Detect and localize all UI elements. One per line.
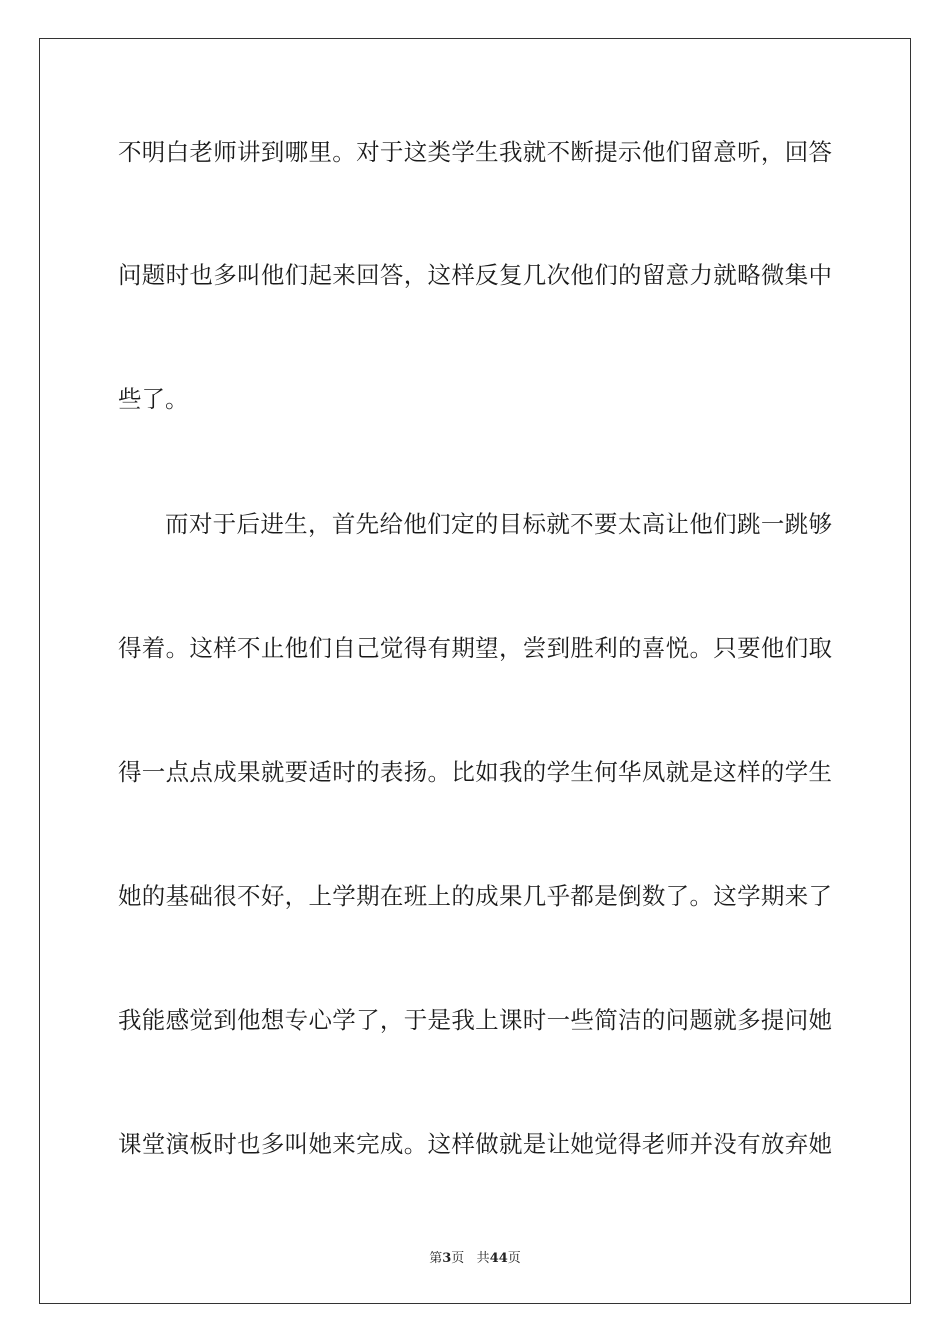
body-line-8: 我能感觉到他想专心学了，于是我上课时一些简洁的问题就多提问她 (118, 1006, 832, 1034)
body-line-3: 些了。 (118, 385, 189, 413)
footer-page-suffix: 页 (451, 1251, 465, 1266)
footer-page-number: 3 (442, 1251, 452, 1266)
footer-total-prefix: 共 (476, 1251, 490, 1266)
body-line-9: 课堂演板时也多叫她来完成。这样做就是让她觉得老师并没有放弃她 (118, 1130, 832, 1158)
body-line-6: 得一点点成果就要适时的表扬。比如我的学生何华凤就是这样的学生 (118, 758, 832, 786)
page-footer (0, 1247, 950, 1266)
body-line-7: 她的基础很不好，上学期在班上的成果几乎都是倒数了。这学期来了 (118, 882, 832, 910)
footer-page-prefix: 第 (429, 1251, 443, 1266)
body-line-4: 而对于后进生，首先给他们定的目标就不要太高让他们跳一跳够 (165, 510, 832, 538)
page-border (39, 38, 911, 1304)
footer-total-pages: 44 (489, 1251, 508, 1266)
body-line-2: 问题时也多叫他们起来回答，这样反复几次他们的留意力就略微集中 (118, 261, 832, 289)
body-line-1: 不明白老师讲到哪里。对于这类学生我就不断提示他们留意听，回答 (118, 138, 832, 166)
body-line-5: 得着。这样不止他们自己觉得有期望，尝到胜利的喜悦。只要他们取 (118, 634, 832, 662)
footer-total-suffix: 页 (507, 1251, 521, 1266)
